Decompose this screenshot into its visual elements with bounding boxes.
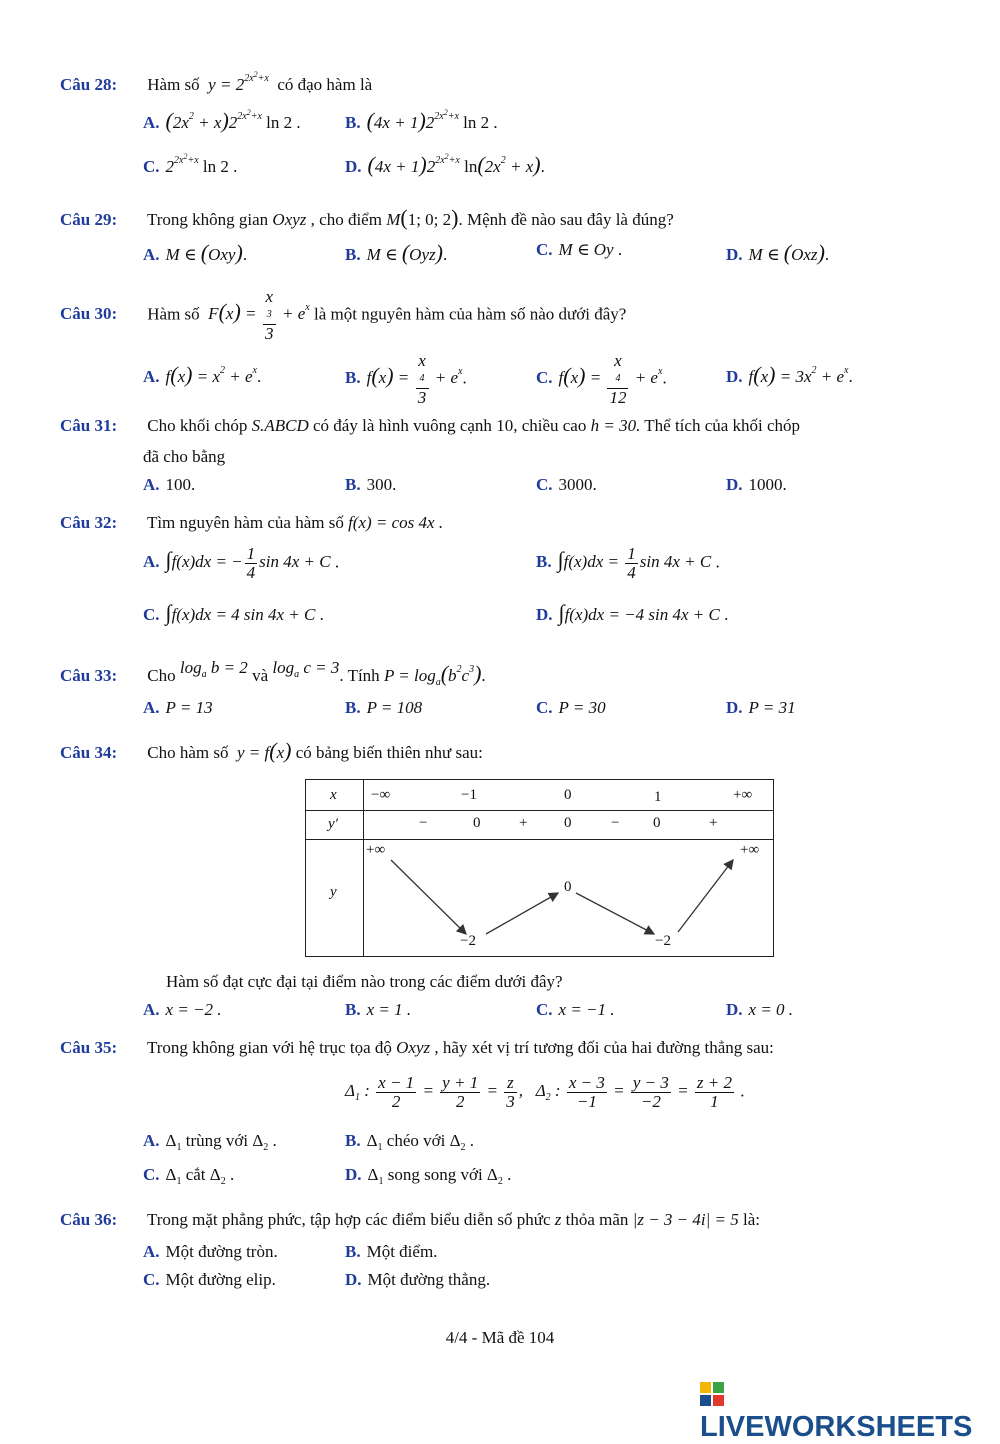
- question-label: Câu 32:: [60, 513, 118, 532]
- question-tail: là một nguyên hàm của hàm số nào dưới đây?: [313, 304, 627, 324]
- question-31-continued: đã cho bằng: [143, 447, 226, 466]
- option-b[interactable]: B. 300.: [345, 475, 397, 494]
- y-value: +∞: [740, 842, 760, 858]
- options-row: [143, 108, 943, 138]
- option-c[interactable]: C. ∫f(x)dx = 4 sin 4x + C .: [143, 600, 324, 625]
- option-a[interactable]: A. M ∈ (Oxy).: [143, 240, 248, 265]
- option-d[interactable]: D. ∫f(x)dx = −4 sin 4x + C .: [536, 600, 729, 625]
- formula: $y = 2^{2x^2+x}$: [203, 70, 269, 94]
- option-c[interactable]: C. f(x) = x 4 12 + $e^x$.: [536, 351, 667, 407]
- option-d[interactable]: D. M ∈ (Oxz).: [726, 240, 830, 265]
- page-footer: 4/4 - Mã đề 104: [445, 1328, 555, 1347]
- arrow-up: [486, 893, 558, 934]
- question-28: [60, 70, 950, 95]
- arrow-up: [678, 860, 733, 932]
- y-value: +∞: [366, 842, 386, 858]
- logo-icon: [700, 1382, 724, 1406]
- option-b[interactable]: B. $\Delta_1$ chéo với $\Delta_2$ .: [345, 1131, 475, 1153]
- question-stem: Hàm số: [147, 75, 200, 94]
- option-a[interactable]: A. P = 13: [143, 698, 213, 717]
- arrow-down: [391, 860, 466, 934]
- question-34-prompt: Hàm số đạt cực đại tại điểm nào trong các điểm dưới đây?: [166, 972, 563, 991]
- option-b[interactable]: B. f(x) = x 4 3 + $e^x$.: [345, 351, 467, 407]
- question-34: Câu 34: Cho hàm số y = f(x) có bảng biến thiên như sau:: [60, 738, 483, 763]
- question-label: Câu 33:: [60, 666, 118, 685]
- option-b[interactable]: B. x = 1 .: [345, 1000, 412, 1019]
- sign: 0: [564, 815, 572, 831]
- option-c[interactable]: C. $\Delta_1$ cắt $\Delta_2$ .: [143, 1165, 235, 1187]
- question-30: Câu 30: Hàm số F(x) = x 3 3 + $e^x$ là một nguyên hàm của hàm số nào dưới đây?: [60, 287, 627, 343]
- sign: +: [709, 815, 718, 831]
- row-label-yprime: y′: [328, 816, 338, 832]
- question-label: Câu 30:: [60, 304, 118, 324]
- options-row: [143, 1000, 943, 1030]
- sign: −: [611, 815, 620, 831]
- option-b[interactable]: B. M ∈ (Oyz).: [345, 240, 448, 265]
- option-a[interactable]: A. $f(x) = x^2 + e^x$.: [143, 362, 262, 387]
- option-d[interactable]: D. $\Delta_1$ song song với $\Delta_2$ .: [345, 1165, 512, 1187]
- row-label-x: x: [330, 787, 337, 803]
- option-c[interactable]: C. M ∈ Oy .: [536, 240, 623, 259]
- x-value: 1: [654, 789, 662, 805]
- question-tail: có đạo hàm là: [277, 75, 373, 94]
- x-value: −∞: [371, 787, 391, 803]
- question-32: Câu 32: Tìm nguyên hàm của hàm số f(x) = cos 4x .: [60, 513, 444, 532]
- options-row: [143, 152, 943, 182]
- option-a[interactable]: A. 100.: [143, 475, 196, 494]
- options-row: [143, 240, 943, 270]
- options-row: [143, 1131, 943, 1161]
- option-a[interactable]: A. $(2x^2 + x)2^{2x^2+x}$ ln 2 .: [143, 108, 301, 133]
- options-row: [143, 1165, 943, 1195]
- option-b[interactable]: B. P = 108: [345, 698, 423, 717]
- sign: −: [419, 815, 428, 831]
- variation-table: [305, 779, 774, 957]
- option-a[interactable]: A. $\Delta_1$ trùng với $\Delta_2$ .: [143, 1131, 277, 1153]
- sign: 0: [653, 815, 661, 831]
- x-value: 0: [564, 787, 572, 803]
- option-d[interactable]: D. $f(x) = 3x^2 + e^x$.: [726, 362, 853, 387]
- options-row: [143, 1242, 943, 1272]
- x-value: +∞: [733, 787, 753, 803]
- option-b[interactable]: B. Một điểm.: [345, 1242, 438, 1261]
- question-label: Câu 36:: [60, 1210, 118, 1229]
- liveworksheets-logo[interactable]: LIVEWORKSHEETS: [700, 1378, 1000, 1444]
- option-c[interactable]: C. x = −1 .: [536, 1000, 615, 1019]
- option-a[interactable]: A. ∫f(x)dx = − $\frac{1}{4}$ sin 4x + C .: [143, 544, 340, 582]
- option-a[interactable]: A. x = −2 .: [143, 1000, 222, 1019]
- question-label: Câu 35:: [60, 1038, 118, 1057]
- y-value: 0: [564, 879, 572, 895]
- sign: 0: [473, 815, 481, 831]
- option-c[interactable]: C. Một đường elip.: [143, 1270, 276, 1289]
- option-d[interactable]: D. Một đường thẳng.: [345, 1270, 491, 1289]
- option-d[interactable]: D. P = 31: [726, 698, 796, 717]
- question-29: Câu 29: Trong không gian Oxyz , cho điểm M(1; 0; 2). Mệnh đề nào sau đây là đúng?: [60, 205, 674, 230]
- options-row: [143, 1270, 943, 1300]
- question-31: Câu 31: Cho khối chóp S.ABCD có đáy là hình vuông cạnh 10, chiều cao h = 30. Thể tích của khối chóp: [60, 416, 801, 435]
- option-d[interactable]: D. x = 0 .: [726, 1000, 794, 1019]
- options-row: [143, 545, 943, 589]
- arrow-down: [576, 893, 654, 934]
- option-d[interactable]: D. 1000.: [726, 475, 787, 494]
- option-c[interactable]: C. $2^{2x^2+x}$ ln 2 .: [143, 152, 238, 176]
- sign: +: [519, 815, 528, 831]
- y-value: −2: [655, 933, 671, 949]
- question-label: Câu 31:: [60, 416, 118, 435]
- question-stem: Trong không gian: [146, 210, 269, 229]
- x-value: −1: [461, 787, 477, 803]
- option-d[interactable]: D. $(4x + 1)2^{2x^2+x}$ $\ln(2x^2 + x)$.: [345, 152, 545, 177]
- options-row: [143, 698, 943, 728]
- lines-equation: $\Delta_1$ : $\frac{x - 1}{2}$ = $\frac{y + 1}{2}$ = $\frac{z}{3}$ , $\Delta_2$ : $\frac{x - 3}{-1}$ = $\frac{y - 3}{-2}$ = $\frac{z + 2}{1}$ .: [345, 1073, 745, 1111]
- option-a[interactable]: A. Một đường tròn.: [143, 1242, 278, 1261]
- question-35: Câu 35: Trong không gian với hệ trục tọa độ Oxyz , hãy xét vị trí tương đối của hai đường thẳng sau:: [60, 1038, 774, 1057]
- option-b[interactable]: B. $(4x + 1)2^{2x^2+x}$ ln 2 .: [345, 108, 498, 133]
- option-c[interactable]: C. 3000.: [536, 475, 597, 494]
- question-stem: Hàm số: [147, 304, 200, 324]
- variation-arrows: [306, 780, 771, 956]
- question-33: Câu 33: Cho $\log_a b = 2$ và $\log_a c = 3$. Tính $P = \log_a(b^2c^3)$.: [60, 658, 486, 688]
- question-label: Câu 28:: [60, 75, 118, 94]
- question-label: Câu 29:: [60, 210, 118, 229]
- options-row: [143, 475, 943, 505]
- options-row: [143, 600, 943, 630]
- question-label: Câu 34:: [60, 743, 118, 762]
- option-b[interactable]: B. ∫f(x)dx = $\frac{1}{4}$ sin 4x + C .: [536, 544, 720, 582]
- question-36: Câu 36: Trong mặt phẳng phức, tập hợp các điểm biểu diễn số phức z thỏa mãn |z − 3 − 4i| = 5 là:: [60, 1210, 761, 1229]
- y-value: −2: [460, 933, 476, 949]
- row-label-y: y: [330, 884, 337, 900]
- options-row: [143, 351, 943, 407]
- option-c[interactable]: C. P = 30: [536, 698, 606, 717]
